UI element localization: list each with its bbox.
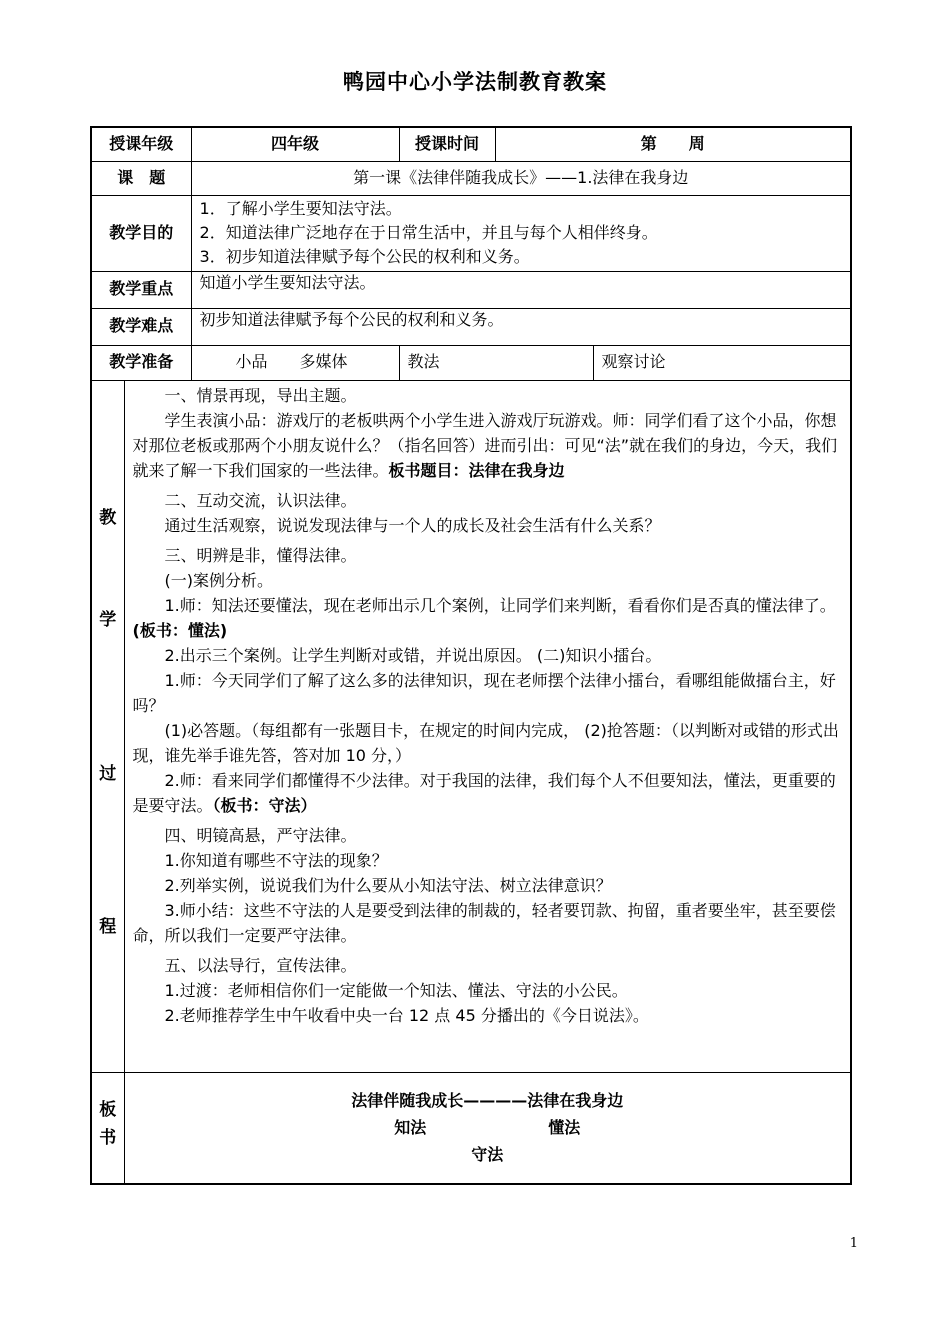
board-line <box>125 1114 851 1141</box>
board-label-char: 板 <box>99 1099 117 1120</box>
board-note: (板书：懂法) <box>132 620 228 640</box>
board-content <box>124 1072 851 1184</box>
preparation-row <box>91 345 851 380</box>
time-value: 第 周 <box>495 127 851 161</box>
board-line: 法律伴随我成长————法律在我身边 <box>351 1091 624 1111</box>
section-heading: 二、互动交流，认识法律。 <box>164 490 357 510</box>
paragraph: 1.你知道有哪些不守法的现象？ <box>164 850 388 870</box>
preparation-label: 教学准备 <box>91 345 191 380</box>
board-row <box>91 1072 851 1184</box>
board-note: 板书题目：法律在我身边 <box>388 460 565 480</box>
board-item: 知法 <box>394 1118 427 1138</box>
lesson-plan-table <box>90 126 852 1185</box>
time-label: 授课时间 <box>399 127 495 161</box>
process-label-char: 程 <box>99 916 117 937</box>
paragraph: 1.师：今天同学们了解了这么多的法律知识，现在老师摆个法律小擂台，看哪组能做擂台主，好吗？ <box>132 670 836 715</box>
section-heading: 五、以法导行，宣传法律。 <box>164 955 357 975</box>
page-title: 鸭园中心小学法制教育教案 <box>343 70 607 94</box>
paragraph <box>133 408 843 483</box>
paragraph-text: 2.师：看来同学们都懂得不少法律。对于我国的法律，我们每个人不但要知法，懂法，更重要的是要守法。 <box>132 770 836 815</box>
board-label <box>91 1072 124 1184</box>
process-content <box>124 380 851 1072</box>
difficulty-label: 教学难点 <box>91 308 191 345</box>
paragraph: 2.列举实例，说说我们为什么要从小知法守法、树立法律意识？ <box>164 875 612 895</box>
difficulty-row <box>91 308 851 345</box>
process-label-char: 学 <box>99 609 117 630</box>
process-label-char: 教 <box>99 507 117 528</box>
board-label-char: 书 <box>99 1127 117 1148</box>
paragraph-text: 1.师：知法还要懂法，现在老师出示几个案例，让同学们来判断，看看你们是否真的懂法律了。 <box>164 595 836 615</box>
key-point-row <box>91 271 851 308</box>
difficulty-value: 初步知道法律赋予每个公民的权利和义务。 <box>191 308 851 345</box>
process-row <box>91 380 851 1072</box>
board-line: 守法 <box>471 1145 504 1165</box>
subheading: (一)案例分析。 <box>164 570 273 590</box>
objectives-row <box>91 195 851 271</box>
paragraph: 通过生活观察，说说发现法律与一个人的成长及社会生活有什么关系？ <box>164 515 661 535</box>
section-heading: 四、明镜高悬，严守法律。 <box>164 825 357 845</box>
board-item: 懂法 <box>548 1118 581 1138</box>
topic-label: 课 题 <box>91 161 191 195</box>
paragraph-text: 学生表演小品：游戏厅的老板哄两个小学生进入游戏厅玩游戏。师：同学们看了这个小品，你想对那位老板或那两个小朋友说什么？（指名回答）进而引出：可见“法”就在我们的身边，今天，我们就来了解一下我们国家的一些法律。 <box>132 410 838 480</box>
paragraph: (1)必答题。（每组都有一张题目卡，在规定的时间内完成， (2)抢答题：（以判断对或错的形式出现，谁先举手谁先答，答对加 10 分，） <box>132 720 839 765</box>
objective-item: 3．初步知道法律赋予每个公民的权利和义务。 <box>199 247 530 266</box>
objective-item: 1．了解小学生要知法守法。 <box>199 199 402 218</box>
header-row <box>91 127 851 161</box>
paragraph <box>133 593 843 643</box>
objective-item: 2．知道法律广泛地存在于日常生活中，并且与每个人相伴终身。 <box>199 223 658 242</box>
preparation-method-value: 观察讨论 <box>593 345 851 380</box>
topic-row <box>91 161 851 195</box>
process-label-char: 过 <box>99 763 117 784</box>
objectives-list <box>191 195 851 271</box>
paragraph: 1.过渡：老师相信你们一定能做一个知法、懂法、守法的小公民。 <box>164 980 628 1000</box>
paragraph: 2.出示三个案例。让学生判断对或错，并说出原因。 (二)知识小擂台。 <box>164 645 662 665</box>
process-label <box>91 380 124 1072</box>
key-point-value: 知道小学生要知法守法。 <box>191 271 851 308</box>
preparation-method-label: 教法 <box>399 345 593 380</box>
board-note: （板书：守法） <box>212 795 317 815</box>
paragraph: 3.师小结：这些不守法的人是要受到法律的制裁的，轻者要罚款、拘留，重者要坐牢，甚至要偿命，所以我们一定要严守法律。 <box>132 900 836 945</box>
grade-value: 四年级 <box>191 127 399 161</box>
section-heading: 一、情景再现，导出主题。 <box>164 385 357 405</box>
key-point-label: 教学重点 <box>91 271 191 308</box>
grade-label: 授课年级 <box>91 127 191 161</box>
preparation-materials: 小品 多媒体 <box>191 345 399 380</box>
paragraph: 2.老师推荐学生中午收看中央一台 12 点 45 分播出的《今日说法》。 <box>164 1005 649 1025</box>
topic-value: 第一课《法律伴随我成长》——1.法律在我身边 <box>191 161 851 195</box>
section-heading: 三、明辨是非，懂得法律。 <box>164 545 357 565</box>
page-number: 1 <box>849 1236 858 1251</box>
objectives-label: 教学目的 <box>91 195 191 271</box>
paragraph <box>133 768 843 818</box>
